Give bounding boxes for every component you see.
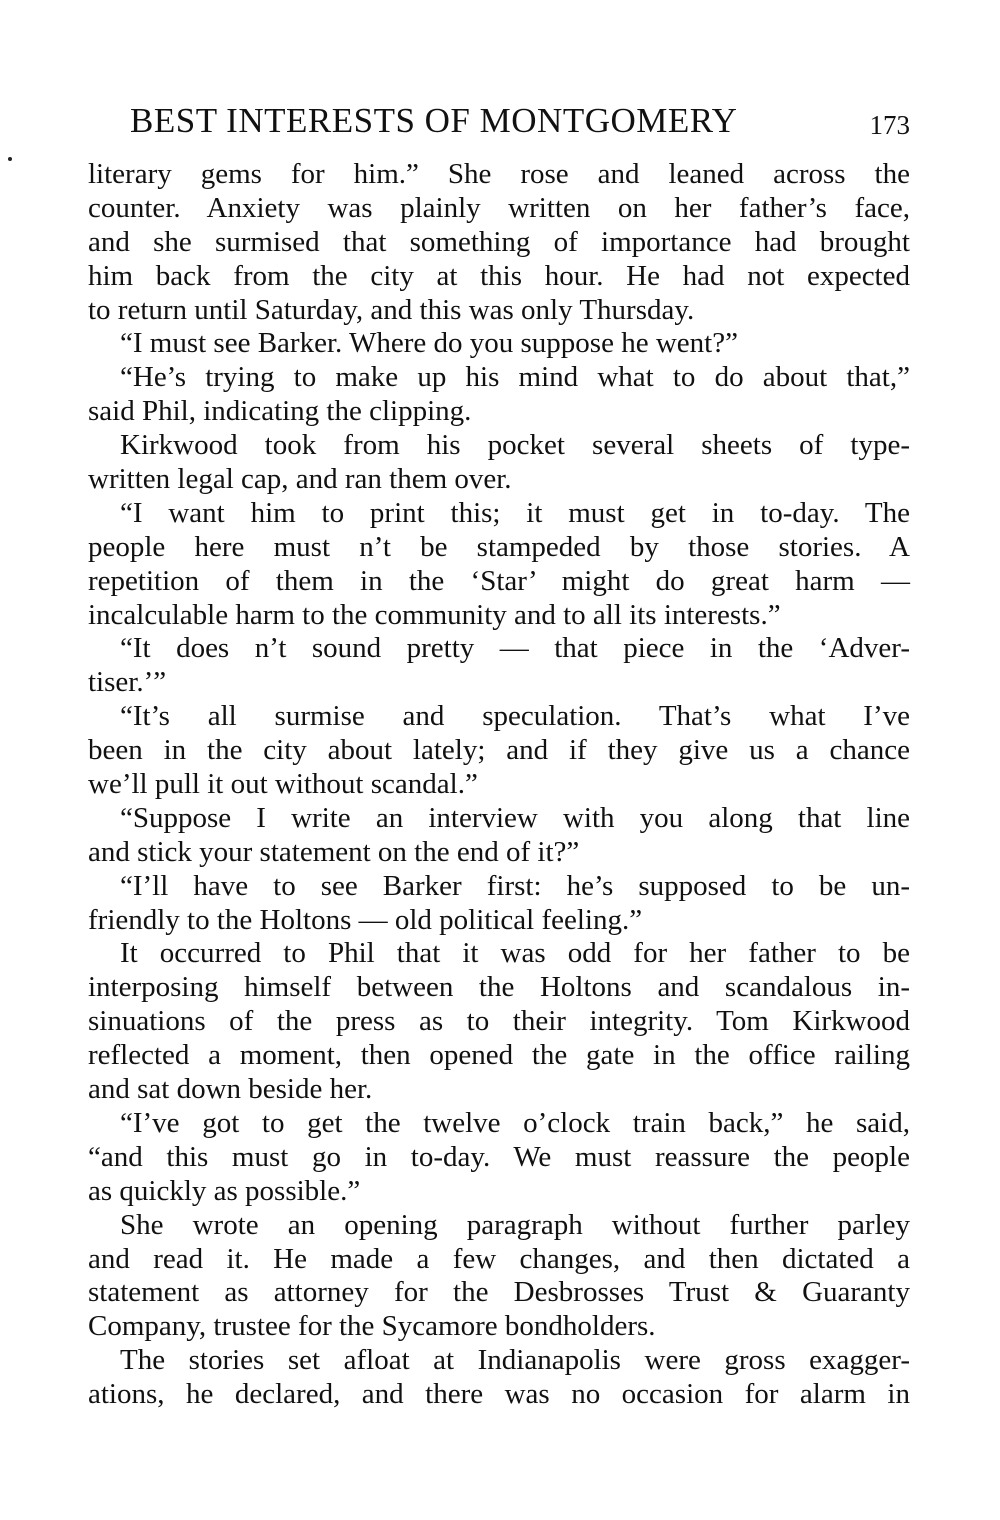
text-line: “It does n’t sound pretty — that piece in the ‘Adver- (120, 632, 910, 665)
running-title: BEST INTERESTS OF MONTGOMERY (130, 101, 738, 140)
text-line: and read it. He made a few changes, and then dictated a (88, 1242, 910, 1275)
text-line: and she surmised that something of importance had brought (88, 225, 910, 258)
text-line: She wrote an opening paragraph without further parley (120, 1208, 910, 1241)
text-line: as quickly as possible.” (88, 1174, 361, 1207)
text-line: counter. Anxiety was plainly written on her father’s face, (88, 191, 910, 224)
body-text (88, 158, 910, 1412)
running-head (130, 96, 910, 146)
text-line: “I’ll have to see Barker first: he’s supposed to be un- (120, 869, 910, 902)
text-line: people here must n’t be stampeded by those stories. A (88, 530, 910, 563)
text-line: Company, trustee for the Sycamore bondholders. (88, 1310, 656, 1343)
text-line: interposing himself between the Holtons and scandalous in- (88, 971, 910, 1004)
text-line: incalculable harm to the community and to all its interests.” (88, 598, 781, 631)
text-line: It occurred to Phil that it was odd for her father to be (120, 937, 910, 970)
text-line: and stick your statement on the end of it?” (88, 835, 580, 868)
text-line: “I want him to print this; it must get in to-day. The (120, 496, 910, 529)
text-line: “I’ve got to get the twelve o’clock train back,” he said, (120, 1106, 910, 1139)
text-line: The stories set afloat at Indianapolis were gross exagger- (120, 1344, 910, 1377)
text-line: Kirkwood took from his pocket several sheets of type- (120, 429, 910, 462)
text-line: him back from the city at this hour. He had not expected (88, 259, 910, 292)
text-line: “He’s trying to make up his mind what to do about that,” (120, 361, 910, 394)
text-line: ations, he declared, and there was no occasion for alarm in (88, 1378, 910, 1411)
text-line: “and this must go in to-day. We must reassure the people (88, 1140, 910, 1173)
page-number: 173 (869, 110, 910, 140)
text-line: and sat down beside her. (88, 1073, 373, 1106)
text-line: sinuations of the press as to their integrity. Tom Kirkwood (88, 1005, 910, 1038)
text-line: literary gems for him.” She rose and leaned across the (88, 158, 910, 190)
text-line: been in the city about lately; and if they give us a chance (88, 734, 910, 767)
text-line: “It’s all surmise and speculation. That’s what I’ve (120, 700, 910, 733)
text-line: friendly to the Holtons — old political feeling.” (88, 903, 643, 936)
text-line: we’ll pull it out without scandal.” (88, 768, 478, 801)
text-line: “I must see Barker. Where do you suppose he went?” (120, 327, 738, 360)
print-speck (8, 157, 12, 161)
text-line: said Phil, indicating the clipping. (88, 395, 472, 428)
text-line: tiser.’” (88, 666, 167, 699)
text-line: statement as attorney for the Desbrosses Trust & Guaranty (88, 1276, 910, 1309)
text-line: repetition of them in the ‘Star’ might do great harm — (88, 564, 910, 597)
text-line: written legal cap, and ran them over. (88, 463, 512, 496)
text-line: reflected a moment, then opened the gate in the office railing (88, 1039, 910, 1072)
text-line: to return until Saturday, and this was only Thursday. (88, 293, 695, 326)
text-line: “Suppose I write an interview with you along that line (120, 801, 910, 834)
